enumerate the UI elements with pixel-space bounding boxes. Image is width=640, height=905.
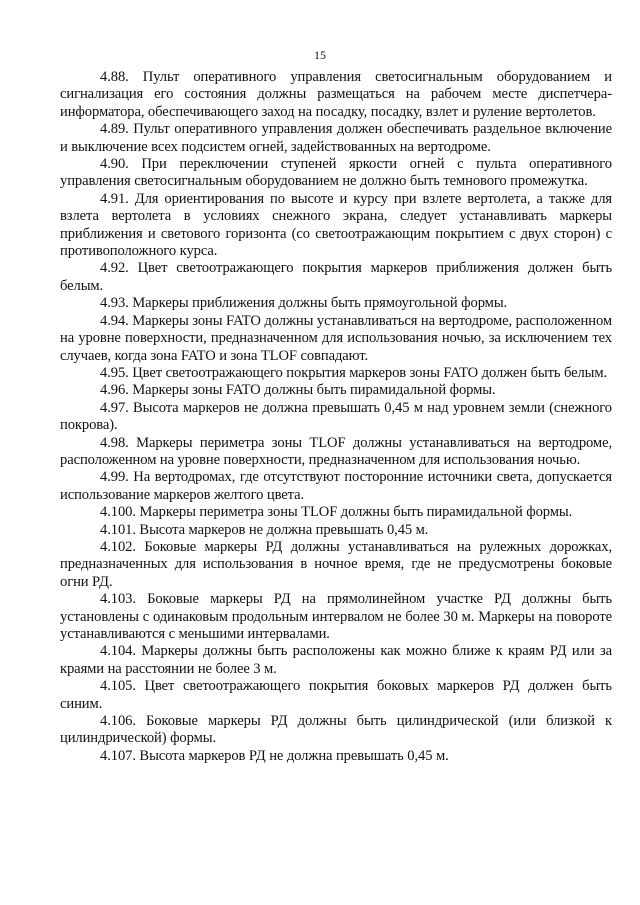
paragraph-4-105: 4.105. Цвет светоотражающего покрытия боковых маркеров РД должен быть синим. (60, 678, 612, 712)
paragraph-4-107: 4.107. Высота маркеров РД не должна превышать 0,45 м. (100, 747, 449, 764)
paragraph-4-103: 4.103. Боковые маркеры РД на прямолинейном участке РД должны быть установлены с одинаковым продольным интервалом не более 30 м. Маркеры на повороте устанавливаются с меньшими интервалами. (60, 591, 612, 642)
paragraph-4-97: 4.97. Высота маркеров не должна превышать 0,45 м над уровнем земли (снежного покрова). (60, 399, 612, 434)
paragraph-4-106: 4.106. Боковые маркеры РД должны быть цилиндрической (или близкой к цилиндрической) формы. (60, 713, 612, 747)
paragraph-4-98: 4.98. Маркеры периметра зоны TLOF должны устанавливаться на вертодроме, расположенном на уровне поверхности, предназначенном для использования ночью. (60, 434, 612, 468)
paragraph-4-89: 4.89. Пульт оперативного управления должен обеспечивать раздельное включение и выключение всех подсистем огней, задействованных на вертодроме. (60, 121, 612, 155)
paragraph-4-91: 4.91. Для ориентирования по высоте и курсу при взлете вертолета, а также для взлета вертолета в условиях снежного экрана, следует устанавливать маркеры приближения и светового горизонта (со светоотражающим покрытием с двух сторон) с противоположного курса. (60, 190, 612, 260)
paragraph-4-101: 4.101. Высота маркеров не должна превышать 0,45 м. (100, 521, 429, 538)
paragraph-4-93: 4.93. Маркеры приближения должны быть прямоугольной формы. (100, 295, 508, 312)
paragraph-4-102: 4.102. Боковые маркеры РД должны устанавливаться на рулежных дорожках, предназначенных для использования в ночное время, где не предусмотрены боковые огни РД. (60, 538, 612, 590)
paragraph-4-95: 4.95. Цвет светоотражающего покрытия маркеров зоны FATO должен быть белым. (100, 364, 608, 381)
paragraph-4-88: 4.88. Пульт оперативного управления светосигнальным оборудованием и сигнализация его состояния должны размещаться на рабочем месте диспетчера-информатора, обеспечивающего заход на посадку, посадку, взлет и руление вертолетов. (60, 69, 612, 120)
page-number: 15 (314, 48, 326, 62)
paragraph-4-104: 4.104. Маркеры должны быть расположены как можно ближе к краям РД или за краями на расстоянии не более 3 м. (60, 643, 612, 677)
paragraph-4-90: 4.90. При переключении ступеней яркости огней с пульта оперативного управления светосигнальным оборудованием не должно быть темнового промежутка. (60, 156, 612, 190)
paragraph-4-99: 4.99. На вертодромах, где отсутствуют посторонние источники света, допускается использование маркеров желтого цвета. (60, 469, 612, 503)
paragraph-4-96: 4.96. Маркеры зоны FATO должны быть пирамидальной формы. (100, 382, 496, 399)
document-body (60, 69, 612, 765)
paragraph-4-94: 4.94. Маркеры зоны FATO должны устанавливаться на вертодроме, расположенном на уровне поверхности, предназначенном для использования ночью, за исключением тех случаев, когда зона FATO и зона TLOF совпадают. (60, 312, 612, 364)
paragraph-4-100: 4.100. Маркеры периметра зоны TLOF должны быть пирамидальной формы. (100, 504, 573, 521)
paragraph-4-92: 4.92. Цвет светоотражающего покрытия маркеров приближения должен быть белым. (60, 260, 612, 294)
